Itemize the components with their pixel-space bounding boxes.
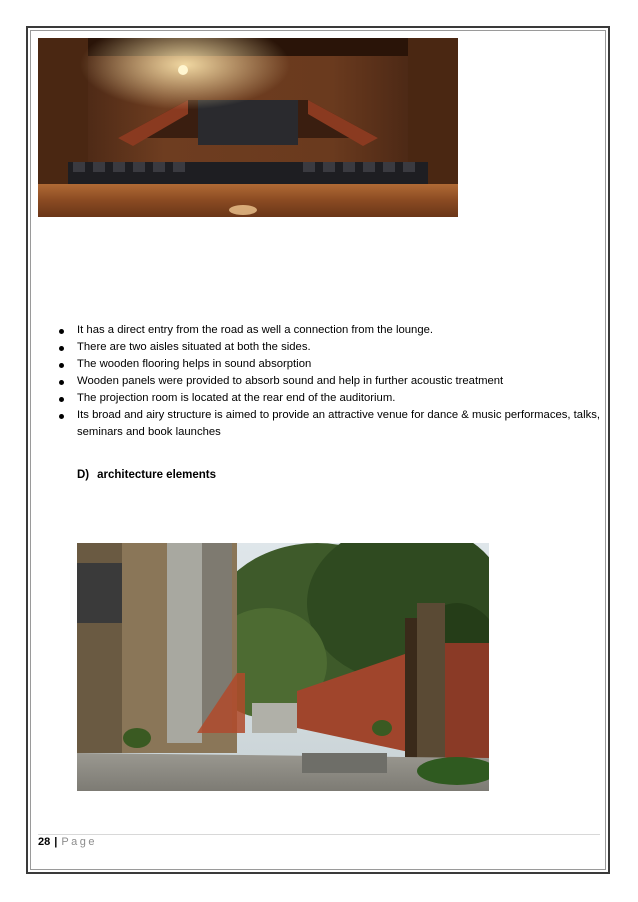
section-title: architecture elements xyxy=(97,469,217,481)
footer-divider xyxy=(38,834,600,835)
section-number: D) xyxy=(77,469,90,481)
feature-bullet-list xyxy=(57,322,605,441)
bullet-item: Wooden panels were provided to absorb sound and help in further acoustic treatment xyxy=(57,373,605,390)
bullet-item: The projection room is located at the rear end of the auditorium. xyxy=(57,390,605,407)
page-label: Page xyxy=(61,836,98,848)
bullet-item: The wooden flooring helps in sound absorption xyxy=(57,356,605,373)
section-heading xyxy=(77,469,216,481)
footer-separator: | xyxy=(54,836,58,848)
page-number: 28 xyxy=(38,836,51,848)
bullet-item: It has a direct entry from the road as well a connection from the lounge. xyxy=(57,322,605,339)
courtyard-photo xyxy=(77,543,489,791)
bullet-item: Its broad and airy structure is aimed to provide an attractive venue for dance & music performaces, talks, seminars and book launches xyxy=(57,407,605,441)
auditorium-photo xyxy=(38,38,458,217)
page-footer xyxy=(38,836,97,848)
bullet-item: There are two aisles situated at both the sides. xyxy=(57,339,605,356)
